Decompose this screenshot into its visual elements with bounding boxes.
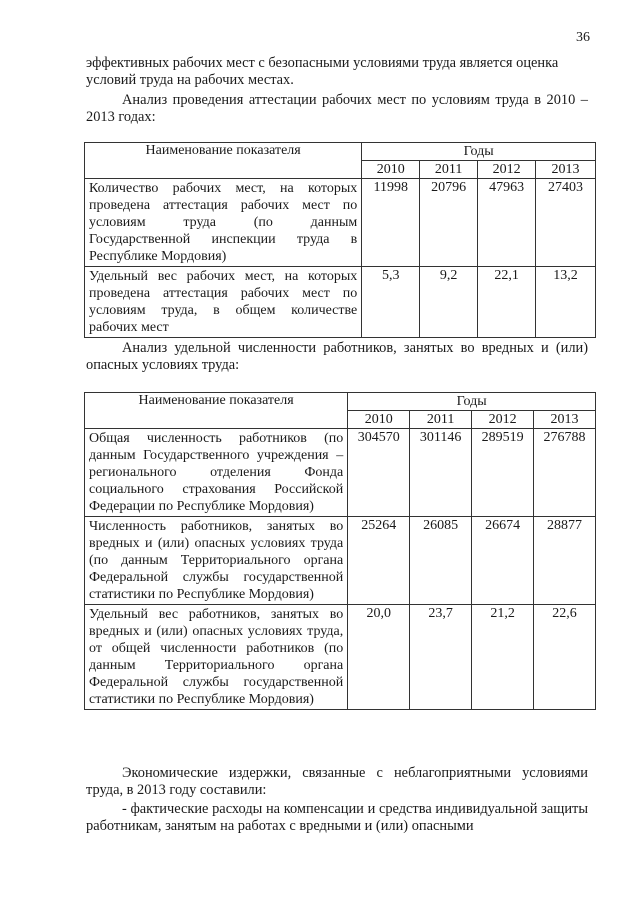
cell-value: 25264 (348, 517, 410, 605)
table1-year: 2011 (420, 161, 478, 179)
cell-value: 301146 (410, 429, 472, 517)
cell-value: 304570 (348, 429, 410, 517)
page-number: 36 (576, 30, 590, 45)
cell-value: 20796 (420, 179, 478, 267)
table1-year: 2010 (362, 161, 420, 179)
table2-year: 2012 (472, 411, 534, 429)
row-label: Численность работников, занятых во вредных и (или) опасных условиях труда (по данным Территориального органа Федеральной службы государственной статистики по Республике Мордовия) (85, 517, 348, 605)
cell-value: 26085 (410, 517, 472, 605)
cell-value: 28877 (534, 517, 596, 605)
harmful-conditions-table (84, 392, 596, 710)
intro-line-1: эффективных рабочих мест с безопасными условиями труда является оценка (86, 55, 559, 71)
section2-title: Анализ удельной численности работников, занятых во вредных и (или) опасных условиях труда: (86, 340, 588, 373)
table-row (85, 605, 596, 710)
table1-header-years: Годы (362, 143, 596, 161)
cell-value: 5,3 (362, 267, 420, 338)
cell-value: 11998 (362, 179, 420, 267)
bullet-paragraph: - фактические расходы на компенсации и средства индивидуальной защиты работникам, занятым на работах с вредными и (или) опасными (86, 801, 588, 834)
row-label: Удельный вес рабочих мест, на которых проведена аттестация рабочих мест по условиям труда, в общем количестве рабочих мест (85, 267, 362, 338)
cell-value: 276788 (534, 429, 596, 517)
cell-value: 20,0 (348, 605, 410, 710)
table-row (85, 179, 596, 267)
row-label: Общая численность работников (по данным Государственного учреждения – регионального отделения Фонда социального страхования Российской Федерации по Республике Мордовия) (85, 429, 348, 517)
table-row (85, 517, 596, 605)
cell-value: 23,7 (410, 605, 472, 710)
intro-line-2: условий труда на рабочих местах. (86, 72, 294, 88)
cell-value: 9,2 (420, 267, 478, 338)
table2-year: 2013 (534, 411, 596, 429)
cell-value: 22,1 (478, 267, 536, 338)
closing-paragraph: Экономические издержки, связанные с неблагоприятными условиями труда, в 2013 году составили: (86, 765, 588, 798)
cell-value: 27403 (536, 179, 596, 267)
cell-value: 47963 (478, 179, 536, 267)
intro-paragraph (86, 55, 588, 89)
table-row (85, 429, 596, 517)
table-row (85, 267, 596, 338)
cell-value: 13,2 (536, 267, 596, 338)
cell-value: 289519 (472, 429, 534, 517)
table2-year: 2011 (410, 411, 472, 429)
cell-value: 26674 (472, 517, 534, 605)
row-label: Удельный вес работников, занятых во вредных и (или) опасных условиях труда, от общей численности работников (по данным Территориального органа Федеральной службы государственной статистики по Республике Мордовия) (85, 605, 348, 710)
section1-title: Анализ проведения аттестации рабочих мест по условиям труда в 2010 – 2013 годах: (86, 92, 588, 125)
table2-year: 2010 (348, 411, 410, 429)
cell-value: 21,2 (472, 605, 534, 710)
attestation-table (84, 142, 596, 338)
table2-header-name: Наименование показателя (85, 393, 348, 429)
table1-header-name: Наименование показателя (85, 143, 362, 179)
table2-header-years: Годы (348, 393, 596, 411)
table1-year: 2013 (536, 161, 596, 179)
cell-value: 22,6 (534, 605, 596, 710)
table1-year: 2012 (478, 161, 536, 179)
row-label: Количество рабочих мест, на которых проведена аттестация рабочих мест по условиям труда (по данным Государственной инспекции труда в Республике Мордовия) (85, 179, 362, 267)
